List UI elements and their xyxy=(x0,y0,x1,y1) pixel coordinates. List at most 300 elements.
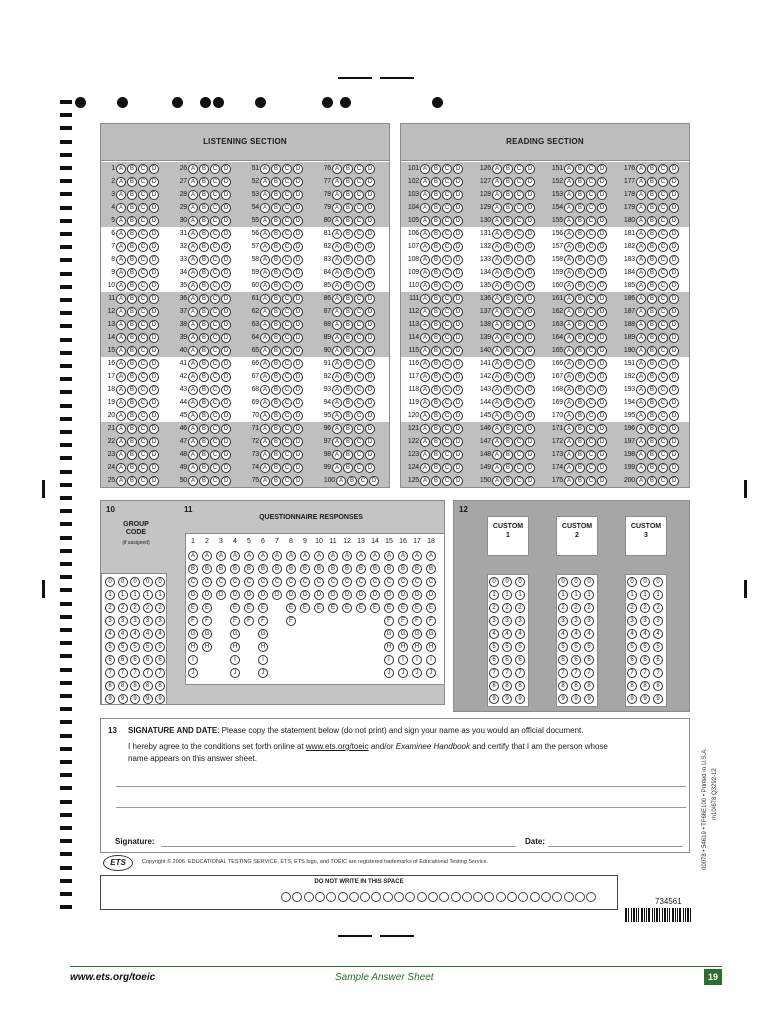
answer-bubble-c[interactable]: C xyxy=(210,294,220,304)
answer-bubble-b[interactable]: B xyxy=(271,229,281,239)
answer-bubble-b[interactable]: B xyxy=(503,177,513,187)
answer-bubble-a[interactable]: A xyxy=(564,333,574,343)
answer-bubble-d[interactable]: D xyxy=(669,398,679,408)
answer-bubble-a[interactable]: A xyxy=(636,463,646,473)
answer-bubble-d[interactable]: D xyxy=(221,190,231,200)
answer-bubble-a[interactable]: A xyxy=(188,307,198,317)
answer-bubble-b[interactable]: B xyxy=(199,411,209,421)
answer-bubble-d[interactable]: D xyxy=(669,450,679,460)
answer-bubble-c[interactable]: C xyxy=(354,255,364,265)
answer-bubble-b[interactable]: B xyxy=(575,320,585,330)
answer-bubble-d[interactable]: D xyxy=(669,385,679,395)
answer-bubble-d[interactable]: D xyxy=(453,359,463,369)
answer-bubble-d[interactable]: D xyxy=(365,164,375,174)
answer-bubble-c[interactable]: C xyxy=(586,346,596,356)
questionnaire-bubble[interactable]: H xyxy=(412,642,422,652)
answer-bubble-c[interactable]: C xyxy=(658,424,668,434)
answer-bubble-d[interactable]: D xyxy=(149,424,159,434)
custom-bubble[interactable]: 3 xyxy=(489,616,499,626)
answer-bubble-c[interactable]: C xyxy=(138,411,148,421)
questionnaire-bubble[interactable]: F xyxy=(188,616,198,626)
answer-bubble-c[interactable]: C xyxy=(586,463,596,473)
custom-bubble[interactable]: 5 xyxy=(584,642,594,652)
answer-bubble-b[interactable]: B xyxy=(199,216,209,226)
answer-bubble-c[interactable]: C xyxy=(354,216,364,226)
answer-bubble-b[interactable]: B xyxy=(343,216,353,226)
answer-bubble-c[interactable]: C xyxy=(514,203,524,213)
answer-bubble-b[interactable]: B xyxy=(431,385,441,395)
questionnaire-bubble[interactable]: C xyxy=(230,577,240,587)
answer-bubble-c[interactable]: C xyxy=(138,242,148,252)
answer-bubble-c[interactable]: C xyxy=(586,203,596,213)
answer-bubble-b[interactable]: B xyxy=(199,424,209,434)
questionnaire-bubble[interactable]: H xyxy=(398,642,408,652)
answer-bubble-a[interactable]: A xyxy=(420,372,430,382)
questionnaire-bubble[interactable]: A xyxy=(314,551,324,561)
custom-bubble[interactable]: 4 xyxy=(558,629,568,639)
answer-bubble-c[interactable]: C xyxy=(354,307,364,317)
questionnaire-bubble[interactable]: I xyxy=(384,655,394,665)
custom-bubble[interactable]: 4 xyxy=(515,629,525,639)
answer-bubble-a[interactable]: A xyxy=(420,203,430,213)
answer-bubble-b[interactable]: B xyxy=(343,398,353,408)
custom-bubble[interactable]: 0 xyxy=(653,577,663,587)
answer-bubble-a[interactable]: A xyxy=(188,385,198,395)
questionnaire-bubble[interactable]: D xyxy=(202,590,212,600)
custom-bubble[interactable]: 4 xyxy=(489,629,499,639)
answer-bubble-c[interactable]: C xyxy=(442,281,452,291)
answer-bubble-b[interactable]: B xyxy=(127,411,137,421)
answer-bubble-c[interactable]: C xyxy=(138,281,148,291)
answer-bubble-d[interactable]: D xyxy=(293,372,303,382)
answer-bubble-b[interactable]: B xyxy=(431,476,441,486)
answer-bubble-a[interactable]: A xyxy=(332,424,342,434)
answer-bubble-c[interactable]: C xyxy=(210,450,220,460)
answer-bubble-c[interactable]: C xyxy=(586,177,596,187)
questionnaire-bubble[interactable]: D xyxy=(314,590,324,600)
answer-bubble-c[interactable]: C xyxy=(442,372,452,382)
answer-bubble-c[interactable]: C xyxy=(586,320,596,330)
answer-bubble-c[interactable]: C xyxy=(442,463,452,473)
answer-bubble-d[interactable]: D xyxy=(669,203,679,213)
answer-bubble-b[interactable]: B xyxy=(271,216,281,226)
answer-bubble-a[interactable]: A xyxy=(492,476,502,486)
answer-bubble-b[interactable]: B xyxy=(503,307,513,317)
answer-bubble-c[interactable]: C xyxy=(442,203,452,213)
answer-bubble-d[interactable]: D xyxy=(365,372,375,382)
answer-bubble-a[interactable]: A xyxy=(564,268,574,278)
answer-bubble-a[interactable]: A xyxy=(188,463,198,473)
answer-bubble-c[interactable]: C xyxy=(514,333,524,343)
group-code-bubble[interactable]: 2 xyxy=(105,603,115,613)
answer-bubble-d[interactable]: D xyxy=(597,476,607,486)
answer-bubble-b[interactable]: B xyxy=(503,385,513,395)
answer-bubble-d[interactable]: D xyxy=(525,294,535,304)
answer-bubble-d[interactable]: D xyxy=(365,268,375,278)
answer-bubble-a[interactable]: A xyxy=(332,177,342,187)
answer-bubble-d[interactable]: D xyxy=(149,411,159,421)
questionnaire-bubble[interactable]: A xyxy=(370,551,380,561)
questionnaire-bubble[interactable]: C xyxy=(342,577,352,587)
group-code-bubble[interactable]: 0 xyxy=(118,577,128,587)
custom-bubble[interactable]: 6 xyxy=(489,655,499,665)
answer-bubble-c[interactable]: C xyxy=(514,450,524,460)
questionnaire-bubble[interactable]: J xyxy=(384,668,394,678)
questionnaire-bubble[interactable]: E xyxy=(384,603,394,613)
answer-bubble-b[interactable]: B xyxy=(271,268,281,278)
questionnaire-bubble[interactable]: A xyxy=(412,551,422,561)
answer-bubble-c[interactable]: C xyxy=(210,216,220,226)
answer-bubble-c[interactable]: C xyxy=(354,164,364,174)
group-code-bubble[interactable]: 1 xyxy=(118,590,128,600)
questionnaire-bubble[interactable]: J xyxy=(258,668,268,678)
questionnaire-bubble[interactable]: I xyxy=(412,655,422,665)
answer-bubble-c[interactable]: C xyxy=(354,450,364,460)
answer-bubble-c[interactable]: C xyxy=(514,398,524,408)
group-code-bubble[interactable]: 8 xyxy=(155,681,165,691)
answer-bubble-b[interactable]: B xyxy=(343,190,353,200)
questionnaire-bubble[interactable]: E xyxy=(328,603,338,613)
answer-bubble-b[interactable]: B xyxy=(431,411,441,421)
answer-bubble-d[interactable]: D xyxy=(525,411,535,421)
answer-bubble-c[interactable]: C xyxy=(658,333,668,343)
answer-bubble-c[interactable]: C xyxy=(658,242,668,252)
answer-bubble-c[interactable]: C xyxy=(658,229,668,239)
answer-bubble-c[interactable]: C xyxy=(442,190,452,200)
group-code-bubble[interactable]: 8 xyxy=(130,681,140,691)
answer-bubble-c[interactable]: C xyxy=(514,372,524,382)
answer-bubble-a[interactable]: A xyxy=(564,463,574,473)
questionnaire-bubble[interactable]: D xyxy=(426,590,436,600)
answer-bubble-d[interactable]: D xyxy=(221,372,231,382)
answer-bubble-b[interactable]: B xyxy=(127,190,137,200)
answer-bubble-d[interactable]: D xyxy=(525,242,535,252)
answer-bubble-d[interactable]: D xyxy=(365,437,375,447)
answer-bubble-a[interactable]: A xyxy=(420,463,430,473)
answer-bubble-a[interactable]: A xyxy=(336,476,346,486)
answer-bubble-a[interactable]: A xyxy=(636,359,646,369)
answer-bubble-d[interactable]: D xyxy=(453,424,463,434)
custom-bubble[interactable]: 1 xyxy=(571,590,581,600)
answer-bubble-a[interactable]: A xyxy=(636,320,646,330)
answer-bubble-c[interactable]: C xyxy=(282,255,292,265)
questionnaire-bubble[interactable]: D xyxy=(342,590,352,600)
answer-bubble-c[interactable]: C xyxy=(354,424,364,434)
answer-bubble-c[interactable]: C xyxy=(658,190,668,200)
answer-bubble-c[interactable]: C xyxy=(442,307,452,317)
answer-bubble-c[interactable]: C xyxy=(138,268,148,278)
answer-bubble-d[interactable]: D xyxy=(293,359,303,369)
answer-bubble-b[interactable]: B xyxy=(199,190,209,200)
answer-bubble-c[interactable]: C xyxy=(658,177,668,187)
answer-bubble-b[interactable]: B xyxy=(271,307,281,317)
custom-bubble[interactable]: 6 xyxy=(640,655,650,665)
answer-bubble-c[interactable]: C xyxy=(282,164,292,174)
answer-bubble-a[interactable]: A xyxy=(636,411,646,421)
answer-bubble-a[interactable]: A xyxy=(116,281,126,291)
answer-bubble-d[interactable]: D xyxy=(293,333,303,343)
answer-bubble-c[interactable]: C xyxy=(514,164,524,174)
answer-bubble-d[interactable]: D xyxy=(453,372,463,382)
answer-bubble-d[interactable]: D xyxy=(221,177,231,187)
answer-bubble-b[interactable]: B xyxy=(271,320,281,330)
answer-bubble-b[interactable]: B xyxy=(343,437,353,447)
answer-bubble-b[interactable]: B xyxy=(431,190,441,200)
answer-bubble-c[interactable]: C xyxy=(138,203,148,213)
answer-bubble-d[interactable]: D xyxy=(597,385,607,395)
answer-bubble-c[interactable]: C xyxy=(282,268,292,278)
answer-bubble-b[interactable]: B xyxy=(271,294,281,304)
custom-bubble[interactable]: 0 xyxy=(489,577,499,587)
answer-bubble-d[interactable]: D xyxy=(365,333,375,343)
answer-bubble-b[interactable]: B xyxy=(271,164,281,174)
answer-bubble-d[interactable]: D xyxy=(221,476,231,486)
answer-bubble-d[interactable]: D xyxy=(453,268,463,278)
answer-bubble-c[interactable]: C xyxy=(138,346,148,356)
questionnaire-bubble[interactable]: A xyxy=(300,551,310,561)
answer-bubble-c[interactable]: C xyxy=(586,411,596,421)
answer-bubble-c[interactable]: C xyxy=(586,385,596,395)
answer-bubble-d[interactable]: D xyxy=(669,281,679,291)
answer-bubble-d[interactable]: D xyxy=(365,190,375,200)
answer-bubble-d[interactable]: D xyxy=(149,177,159,187)
answer-bubble-d[interactable]: D xyxy=(525,255,535,265)
answer-bubble-d[interactable]: D xyxy=(669,242,679,252)
answer-bubble-d[interactable]: D xyxy=(669,307,679,317)
answer-bubble-c[interactable]: C xyxy=(282,281,292,291)
custom-bubble[interactable]: 8 xyxy=(515,681,525,691)
custom-bubble[interactable]: 2 xyxy=(584,603,594,613)
answer-bubble-b[interactable]: B xyxy=(343,320,353,330)
answer-bubble-a[interactable]: A xyxy=(636,203,646,213)
answer-bubble-a[interactable]: A xyxy=(188,476,198,486)
group-code-bubble[interactable]: 2 xyxy=(130,603,140,613)
answer-bubble-d[interactable]: D xyxy=(597,242,607,252)
answer-bubble-c[interactable]: C xyxy=(282,411,292,421)
answer-bubble-c[interactable]: C xyxy=(138,463,148,473)
answer-bubble-b[interactable]: B xyxy=(343,359,353,369)
answer-bubble-a[interactable]: A xyxy=(636,242,646,252)
answer-bubble-d[interactable]: D xyxy=(597,333,607,343)
answer-bubble-b[interactable]: B xyxy=(127,424,137,434)
answer-bubble-d[interactable]: D xyxy=(365,281,375,291)
answer-bubble-c[interactable]: C xyxy=(354,346,364,356)
answer-bubble-a[interactable]: A xyxy=(188,450,198,460)
answer-bubble-a[interactable]: A xyxy=(636,385,646,395)
answer-bubble-c[interactable]: C xyxy=(354,320,364,330)
answer-bubble-a[interactable]: A xyxy=(260,164,270,174)
answer-bubble-b[interactable]: B xyxy=(199,450,209,460)
questionnaire-bubble[interactable]: G xyxy=(188,629,198,639)
answer-bubble-b[interactable]: B xyxy=(503,437,513,447)
answer-bubble-d[interactable]: D xyxy=(293,398,303,408)
custom-bubble[interactable]: 3 xyxy=(502,616,512,626)
answer-bubble-d[interactable]: D xyxy=(365,424,375,434)
questionnaire-bubble[interactable]: B xyxy=(202,564,212,574)
questionnaire-bubble[interactable]: H xyxy=(258,642,268,652)
answer-bubble-b[interactable]: B xyxy=(199,346,209,356)
answer-bubble-c[interactable]: C xyxy=(586,294,596,304)
questionnaire-bubble[interactable]: G xyxy=(202,629,212,639)
answer-bubble-b[interactable]: B xyxy=(431,242,441,252)
answer-bubble-d[interactable]: D xyxy=(221,281,231,291)
answer-bubble-b[interactable]: B xyxy=(347,476,357,486)
answer-bubble-c[interactable]: C xyxy=(210,242,220,252)
answer-bubble-b[interactable]: B xyxy=(431,437,441,447)
answer-bubble-b[interactable]: B xyxy=(503,190,513,200)
questionnaire-bubble[interactable]: D xyxy=(258,590,268,600)
answer-bubble-b[interactable]: B xyxy=(343,281,353,291)
answer-bubble-b[interactable]: B xyxy=(127,177,137,187)
answer-bubble-c[interactable]: C xyxy=(514,385,524,395)
answer-bubble-a[interactable]: A xyxy=(332,450,342,460)
answer-bubble-c[interactable]: C xyxy=(210,268,220,278)
questionnaire-bubble[interactable]: B xyxy=(384,564,394,574)
answer-bubble-c[interactable]: C xyxy=(658,164,668,174)
answer-bubble-a[interactable]: A xyxy=(636,450,646,460)
answer-bubble-a[interactable]: A xyxy=(564,411,574,421)
questionnaire-bubble[interactable]: A xyxy=(244,551,254,561)
answer-bubble-a[interactable]: A xyxy=(188,281,198,291)
answer-bubble-d[interactable]: D xyxy=(221,164,231,174)
answer-bubble-c[interactable]: C xyxy=(210,411,220,421)
answer-bubble-b[interactable]: B xyxy=(431,359,441,369)
answer-bubble-a[interactable]: A xyxy=(332,281,342,291)
questionnaire-bubble[interactable]: B xyxy=(314,564,324,574)
group-code-bubble[interactable]: 2 xyxy=(118,603,128,613)
questionnaire-bubble[interactable]: B xyxy=(356,564,366,574)
answer-bubble-d[interactable]: D xyxy=(453,307,463,317)
answer-bubble-a[interactable]: A xyxy=(636,333,646,343)
answer-bubble-a[interactable]: A xyxy=(116,463,126,473)
answer-bubble-d[interactable]: D xyxy=(453,255,463,265)
questionnaire-bubble[interactable]: C xyxy=(300,577,310,587)
answer-bubble-d[interactable]: D xyxy=(149,476,159,486)
answer-bubble-a[interactable]: A xyxy=(492,177,502,187)
answer-bubble-b[interactable]: B xyxy=(647,398,657,408)
answer-bubble-c[interactable]: C xyxy=(442,177,452,187)
answer-bubble-a[interactable]: A xyxy=(636,268,646,278)
questionnaire-bubble[interactable]: A xyxy=(286,551,296,561)
answer-bubble-a[interactable]: A xyxy=(116,385,126,395)
custom-bubble[interactable]: 0 xyxy=(558,577,568,587)
answer-bubble-d[interactable]: D xyxy=(293,411,303,421)
answer-bubble-a[interactable]: A xyxy=(492,411,502,421)
answer-bubble-c[interactable]: C xyxy=(138,216,148,226)
answer-bubble-d[interactable]: D xyxy=(525,333,535,343)
answer-bubble-a[interactable]: A xyxy=(116,476,126,486)
custom-bubble[interactable]: 0 xyxy=(584,577,594,587)
answer-bubble-d[interactable]: D xyxy=(453,437,463,447)
answer-bubble-a[interactable]: A xyxy=(492,333,502,343)
answer-bubble-c[interactable]: C xyxy=(514,359,524,369)
custom-bubble[interactable]: 9 xyxy=(558,694,568,704)
group-code-bubble[interactable]: 7 xyxy=(143,668,153,678)
answer-bubble-d[interactable]: D xyxy=(293,476,303,486)
custom-bubble[interactable]: 5 xyxy=(515,642,525,652)
answer-bubble-b[interactable]: B xyxy=(431,203,441,213)
questionnaire-bubble[interactable]: D xyxy=(328,590,338,600)
answer-bubble-b[interactable]: B xyxy=(127,255,137,265)
answer-bubble-a[interactable]: A xyxy=(260,268,270,278)
custom-bubble[interactable]: 7 xyxy=(627,668,637,678)
answer-bubble-b[interactable]: B xyxy=(199,437,209,447)
answer-bubble-a[interactable]: A xyxy=(420,190,430,200)
answer-bubble-d[interactable]: D xyxy=(369,476,379,486)
answer-bubble-d[interactable]: D xyxy=(365,385,375,395)
answer-bubble-c[interactable]: C xyxy=(354,385,364,395)
answer-bubble-d[interactable]: D xyxy=(597,424,607,434)
answer-bubble-b[interactable]: B xyxy=(199,281,209,291)
answer-bubble-d[interactable]: D xyxy=(149,450,159,460)
answer-bubble-d[interactable]: D xyxy=(365,320,375,330)
answer-bubble-b[interactable]: B xyxy=(647,216,657,226)
questionnaire-bubble[interactable]: C xyxy=(244,577,254,587)
answer-bubble-d[interactable]: D xyxy=(453,411,463,421)
answer-bubble-b[interactable]: B xyxy=(431,398,441,408)
custom-bubble[interactable]: 5 xyxy=(558,642,568,652)
answer-bubble-a[interactable]: A xyxy=(260,281,270,291)
answer-bubble-b[interactable]: B xyxy=(575,346,585,356)
answer-bubble-c[interactable]: C xyxy=(514,281,524,291)
answer-bubble-b[interactable]: B xyxy=(343,177,353,187)
custom-bubble[interactable]: 2 xyxy=(640,603,650,613)
questionnaire-bubble[interactable]: E xyxy=(356,603,366,613)
answer-bubble-c[interactable]: C xyxy=(138,476,148,486)
answer-bubble-a[interactable]: A xyxy=(116,437,126,447)
answer-bubble-d[interactable]: D xyxy=(597,411,607,421)
answer-bubble-c[interactable]: C xyxy=(514,320,524,330)
answer-bubble-a[interactable]: A xyxy=(564,255,574,265)
answer-bubble-b[interactable]: B xyxy=(271,424,281,434)
answer-bubble-a[interactable]: A xyxy=(188,398,198,408)
signature-field[interactable] xyxy=(161,846,516,847)
answer-bubble-b[interactable]: B xyxy=(199,385,209,395)
answer-bubble-d[interactable]: D xyxy=(597,294,607,304)
answer-bubble-a[interactable]: A xyxy=(636,398,646,408)
answer-bubble-c[interactable]: C xyxy=(514,190,524,200)
answer-bubble-b[interactable]: B xyxy=(343,411,353,421)
questionnaire-bubble[interactable]: J xyxy=(398,668,408,678)
group-code-bubble[interactable]: 0 xyxy=(155,577,165,587)
questionnaire-bubble[interactable]: C xyxy=(356,577,366,587)
answer-bubble-b[interactable]: B xyxy=(431,424,441,434)
answer-bubble-a[interactable]: A xyxy=(420,242,430,252)
answer-bubble-d[interactable]: D xyxy=(221,385,231,395)
group-code-bubble[interactable]: 3 xyxy=(143,616,153,626)
custom-bubble[interactable]: 3 xyxy=(584,616,594,626)
answer-bubble-a[interactable]: A xyxy=(564,216,574,226)
answer-bubble-d[interactable]: D xyxy=(669,255,679,265)
answer-bubble-d[interactable]: D xyxy=(293,190,303,200)
custom-bubble[interactable]: 6 xyxy=(584,655,594,665)
questionnaire-bubble[interactable]: C xyxy=(188,577,198,587)
answer-bubble-d[interactable]: D xyxy=(453,398,463,408)
answer-bubble-a[interactable]: A xyxy=(332,216,342,226)
answer-bubble-b[interactable]: B xyxy=(647,255,657,265)
answer-bubble-c[interactable]: C xyxy=(658,268,668,278)
answer-bubble-d[interactable]: D xyxy=(293,203,303,213)
answer-bubble-c[interactable]: C xyxy=(442,359,452,369)
questionnaire-bubble[interactable]: B xyxy=(342,564,352,574)
answer-bubble-d[interactable]: D xyxy=(365,411,375,421)
custom-bubble[interactable]: 5 xyxy=(571,642,581,652)
answer-bubble-d[interactable]: D xyxy=(453,203,463,213)
answer-bubble-b[interactable]: B xyxy=(127,450,137,460)
answer-bubble-d[interactable]: D xyxy=(221,398,231,408)
custom-bubble[interactable]: 7 xyxy=(640,668,650,678)
answer-bubble-a[interactable]: A xyxy=(260,411,270,421)
